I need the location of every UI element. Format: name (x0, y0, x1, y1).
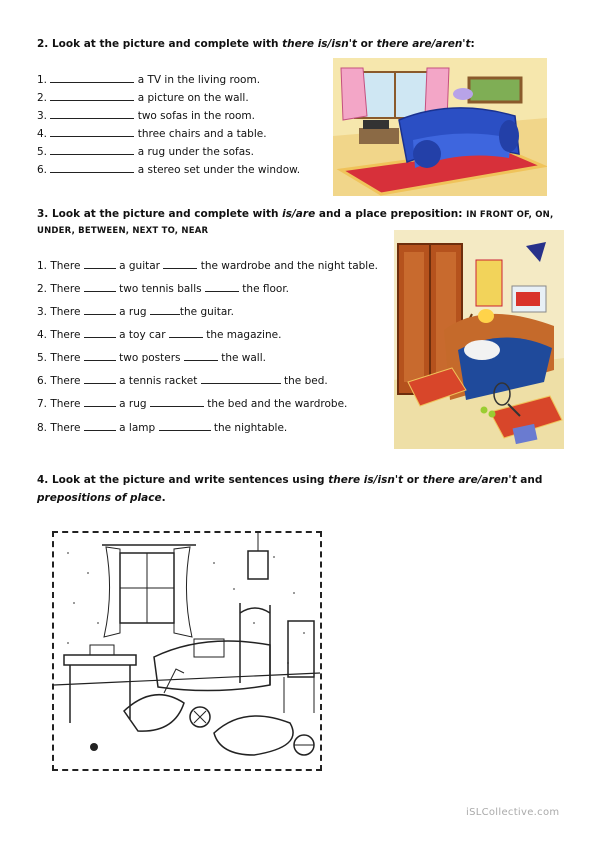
answer-blank[interactable] (84, 351, 116, 361)
answer-blank[interactable] (150, 397, 204, 407)
answer-blank[interactable] (84, 305, 116, 315)
answer-blank[interactable] (50, 127, 134, 137)
list-item: 1. a TV in the living room. (37, 74, 261, 86)
list-item: 2. a picture on the wall. (37, 92, 249, 104)
answer-blank[interactable] (205, 282, 239, 292)
list-item: 1. There a guitar the wardrobe and the night table. (37, 260, 379, 272)
answer-blank[interactable] (150, 305, 180, 315)
answer-blank[interactable] (50, 73, 134, 83)
answer-blank[interactable] (84, 259, 116, 269)
list-item: 2. There two tennis balls the floor. (37, 283, 290, 295)
exercise-3-prepositions: UNDER, BETWEEN, NEXT TO, NEAR (37, 226, 209, 236)
exercise-2-heading: 2. Look at the picture and complete with there is/isn't or there are/aren't: (37, 38, 475, 50)
answer-blank[interactable] (201, 374, 281, 384)
watermark: iSLCollective.com (466, 807, 560, 818)
bedroom-picture (394, 230, 564, 449)
answer-blank[interactable] (84, 282, 116, 292)
living-room-illustration (333, 58, 547, 196)
answer-blank[interactable] (50, 91, 134, 101)
bedroom-illustration (394, 230, 564, 449)
answer-blank[interactable] (169, 328, 203, 338)
answer-blank[interactable] (50, 145, 134, 155)
list-item: 7. There a rug the bed and the wardrobe. (37, 398, 348, 410)
answer-blank[interactable] (84, 421, 116, 431)
room-line-drawing (54, 533, 320, 769)
list-item: 6. a stereo set under the window. (37, 164, 301, 176)
list-item: 5. There two posters the wall. (37, 352, 266, 364)
room-drawing-picture (52, 531, 322, 771)
list-item: 5. a rug under the sofas. (37, 146, 254, 158)
answer-blank[interactable] (84, 328, 116, 338)
answer-blank[interactable] (50, 109, 134, 119)
answer-blank[interactable] (50, 163, 134, 173)
list-item: 4. three chairs and a table. (37, 128, 267, 140)
exercise-4-heading-line2: prepositions of place. (37, 492, 166, 504)
answer-blank[interactable] (159, 421, 211, 431)
exercise-3-heading: 3. Look at the picture and complete with is/are and a place preposition: IN FRONT OF, ON, (37, 208, 554, 220)
answer-blank[interactable] (163, 259, 197, 269)
list-item: 8. There a lamp the nightable. (37, 422, 288, 434)
exercise-4-heading: 4. Look at the picture and write sentences using there is/isn't or there are/aren't and (37, 474, 543, 486)
list-item: 6. There a tennis racket the bed. (37, 375, 328, 387)
living-room-picture (333, 58, 547, 196)
list-item: 4. There a toy car the magazine. (37, 329, 282, 341)
answer-blank[interactable] (84, 397, 116, 407)
list-item: 3. two sofas in the room. (37, 110, 255, 122)
answer-blank[interactable] (184, 351, 218, 361)
list-item: 3. There a rug the guitar. (37, 306, 234, 318)
answer-blank[interactable] (84, 374, 116, 384)
